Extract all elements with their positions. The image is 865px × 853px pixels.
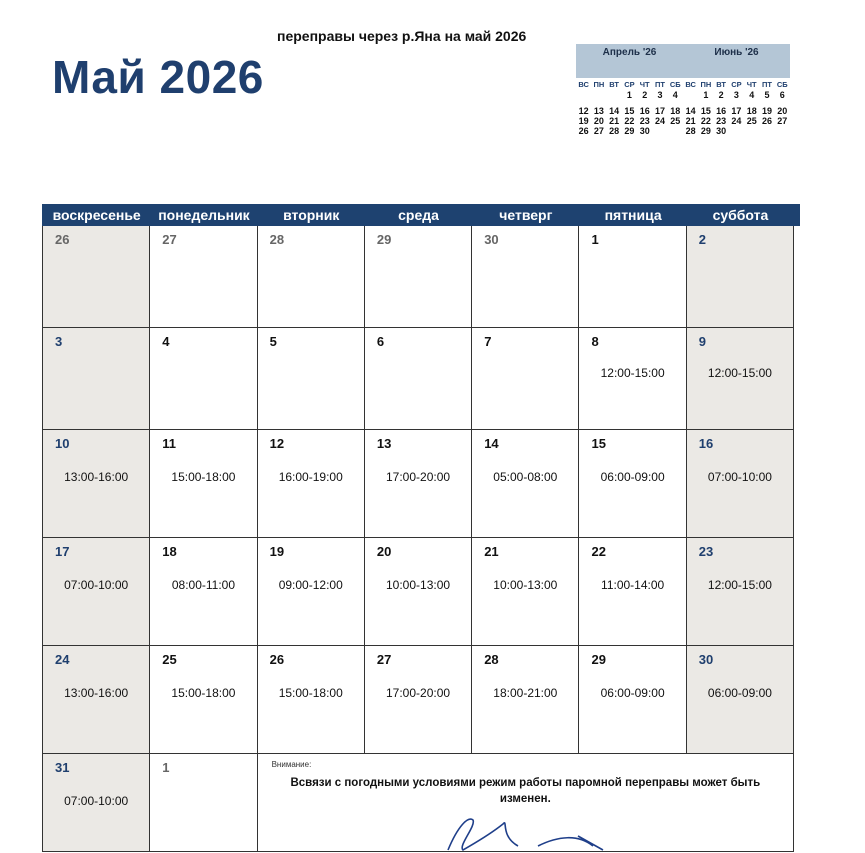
- mini-day: [607, 90, 622, 100]
- day-number: 1: [591, 232, 599, 247]
- day-cell: [258, 538, 365, 646]
- mini-week-row: [576, 106, 683, 116]
- day-number: 28: [269, 232, 285, 247]
- day-number: 27: [376, 652, 392, 667]
- day-cell: [258, 226, 365, 328]
- mini-day: 18: [746, 106, 757, 116]
- mini-day: [668, 126, 683, 136]
- day-cell: [365, 646, 472, 754]
- day-cell: [687, 430, 794, 538]
- day-number: 7: [484, 334, 492, 349]
- crossing-time: 06:00-09:00: [600, 686, 665, 700]
- mini-week-row: [576, 126, 683, 136]
- day-cell: [150, 538, 257, 646]
- mini-day: [775, 126, 790, 136]
- day-number: 1: [162, 760, 170, 775]
- mini-day: 3: [657, 90, 663, 100]
- day-number: 20: [376, 544, 392, 559]
- day-number: 24: [55, 652, 70, 667]
- mini-day: [576, 90, 591, 100]
- weekday-label: пятница: [604, 207, 662, 223]
- day-cell: [687, 538, 794, 646]
- day-cell: [472, 328, 579, 430]
- crossing-time: 17:00-20:00: [386, 686, 451, 700]
- day-number: 6: [376, 334, 385, 349]
- mini-day: 1: [703, 90, 709, 100]
- mini-day: 30: [716, 126, 727, 136]
- day-number: 3: [55, 334, 63, 349]
- day-cell: [365, 430, 472, 538]
- mini-week-row: [683, 116, 790, 126]
- day-number: 17: [55, 544, 70, 559]
- crossing-time: 10:00-13:00: [493, 578, 558, 592]
- day-cell: [150, 754, 257, 852]
- mini-calendars-header: [576, 44, 790, 78]
- mini-weekday: ПТ: [761, 80, 772, 89]
- crossing-time: 17:00-20:00: [386, 470, 451, 484]
- day-cell: [579, 226, 686, 328]
- day-number: 26: [55, 232, 70, 247]
- weekday-label: четверг: [499, 207, 553, 223]
- mini-day: 29: [700, 126, 711, 136]
- mini-day: 5: [764, 90, 770, 100]
- day-cell: [150, 646, 257, 754]
- mini-weekday-row: [683, 78, 790, 90]
- day-cell: [150, 328, 257, 430]
- weekday-header: [42, 204, 800, 226]
- mini-day: [759, 126, 774, 136]
- weekday-label: среда: [398, 207, 439, 223]
- mini-day: 19: [761, 106, 772, 116]
- crossing-time: 13:00-16:00: [64, 470, 129, 484]
- crossing-time: 05:00-08:00: [493, 470, 558, 484]
- day-number: 30: [698, 652, 714, 667]
- mini-day: 28: [609, 126, 620, 136]
- mini-day: 16: [639, 106, 650, 116]
- day-number: 11: [162, 436, 177, 451]
- crossing-time: 08:00-11:00: [171, 578, 236, 592]
- notice-label: Внимание:: [271, 760, 312, 769]
- crossing-time: 12:00-15:00: [707, 578, 772, 592]
- crossing-time: 09:00-12:00: [278, 578, 343, 592]
- month-calendar: [42, 204, 800, 852]
- mini-day: 22: [624, 116, 635, 126]
- crossing-time: 18:00-21:00: [493, 686, 558, 700]
- day-cell: [43, 646, 150, 754]
- crossing-time: 16:00-19:00: [278, 470, 343, 484]
- day-number: 27: [162, 232, 177, 247]
- mini-day: 6: [779, 90, 785, 100]
- crossing-time: 12:00-15:00: [600, 366, 665, 380]
- weekday-label: суббота: [712, 207, 769, 223]
- day-number: 12: [269, 436, 285, 451]
- day-cell: [687, 646, 794, 754]
- crossing-time: 07:00-10:00: [64, 578, 129, 592]
- mini-day: 30: [639, 126, 650, 136]
- mini-day: [744, 126, 759, 136]
- mini-day: 2: [642, 90, 648, 100]
- day-number: 10: [55, 436, 70, 451]
- mini-day: 24: [731, 116, 742, 126]
- day-number: 21: [484, 544, 499, 559]
- day-cell: [43, 226, 150, 328]
- mini-weekday: ВС: [578, 80, 589, 89]
- weekday-label: воскресенье: [52, 207, 141, 223]
- crossing-time: 07:00-10:00: [64, 794, 129, 808]
- day-number: 22: [591, 544, 606, 559]
- mini-day: 20: [593, 116, 604, 126]
- mini-week-row: [576, 116, 683, 126]
- mini-day: 16: [716, 106, 727, 116]
- crossing-time: 06:00-09:00: [600, 470, 665, 484]
- day-cell: [150, 226, 257, 328]
- day-cell: [579, 328, 686, 430]
- day-cell: [43, 538, 150, 646]
- mini-day: 14: [609, 106, 620, 116]
- day-number: 25: [162, 652, 177, 667]
- day-cell: [687, 328, 794, 430]
- day-number: 15: [591, 436, 606, 451]
- crossing-time: 12:00-15:00: [707, 366, 772, 380]
- mini-day: [683, 90, 698, 100]
- day-cell: [258, 328, 365, 430]
- mini-weekday: ВС: [685, 80, 696, 89]
- mini-weekday: ПТ: [654, 80, 665, 89]
- day-cell: [472, 430, 579, 538]
- mini-day: [652, 126, 667, 136]
- mini-day: 12: [578, 106, 589, 116]
- mini-day: 1: [626, 90, 632, 100]
- mini-calendar-grids: [576, 78, 790, 136]
- mini-day: 14: [685, 106, 696, 116]
- day-number: 19: [269, 544, 285, 559]
- mini-day: 26: [761, 116, 772, 126]
- day-cell: [43, 430, 150, 538]
- day-cell: [43, 328, 150, 430]
- mini-calendar: [683, 78, 790, 136]
- crossing-time: 07:00-10:00: [707, 470, 772, 484]
- notice-text: Всвязи с погодными условиями режим работы паромной переправы может быть изменен.: [290, 777, 761, 805]
- crossing-time: 11:00-14:00: [601, 578, 665, 592]
- day-cell: [365, 226, 472, 328]
- notice-cell: [258, 754, 795, 852]
- mini-day: 25: [746, 116, 757, 126]
- mini-day: [591, 90, 606, 100]
- day-cell: [150, 430, 257, 538]
- mini-day: 25: [670, 116, 681, 126]
- day-number: 18: [162, 544, 177, 559]
- mini-day: 28: [685, 126, 696, 136]
- mini-weekday: ПН: [593, 80, 605, 89]
- day-cell: [472, 226, 579, 328]
- day-cell: [472, 538, 579, 646]
- mini-week-row: [683, 106, 790, 116]
- day-cell: [258, 430, 365, 538]
- day-number: 28: [484, 652, 499, 667]
- mini-week-row: [683, 90, 790, 100]
- day-cell: [472, 646, 579, 754]
- day-number: 29: [591, 652, 606, 667]
- mini-day: 22: [700, 116, 711, 126]
- day-cell: [687, 226, 794, 328]
- crossing-time: 13:00-16:00: [64, 686, 129, 700]
- day-number: 23: [698, 544, 714, 559]
- mini-day: 21: [609, 116, 620, 126]
- mini-day: 17: [654, 106, 665, 116]
- mini-weekday: СР: [624, 80, 635, 89]
- mini-day: 23: [716, 116, 727, 126]
- mini-calendar-label-april: Апрель '26: [602, 47, 657, 58]
- day-cell: [579, 430, 686, 538]
- mini-day: 2: [718, 90, 724, 100]
- crossing-time: 10:00-13:00: [386, 578, 451, 592]
- signature-icon: [428, 806, 628, 852]
- day-number: 29: [376, 232, 392, 247]
- mini-day: 3: [733, 90, 739, 100]
- mini-day: 15: [700, 106, 711, 116]
- crossing-time: 15:00-18:00: [278, 686, 343, 700]
- mini-weekday: ЧТ: [746, 80, 757, 89]
- mini-day: 24: [654, 116, 665, 126]
- mini-day: 18: [670, 106, 681, 116]
- calendar-week-last: [42, 754, 800, 852]
- mini-day: 23: [639, 116, 650, 126]
- mini-day: 21: [685, 116, 696, 126]
- day-cell: [258, 646, 365, 754]
- mini-day: 15: [624, 106, 635, 116]
- crossing-time: 06:00-09:00: [707, 686, 772, 700]
- day-cell: [365, 538, 472, 646]
- mini-weekday: СБ: [669, 80, 681, 89]
- mini-weekday: ВТ: [716, 80, 727, 89]
- mini-day: [729, 126, 744, 136]
- mini-day: 26: [578, 126, 589, 136]
- mini-day: 4: [749, 90, 755, 100]
- day-number: 30: [484, 232, 499, 247]
- mini-week-row: [576, 90, 683, 100]
- day-number: 14: [484, 436, 499, 451]
- calendar-week: [42, 430, 800, 538]
- mini-day: 20: [777, 106, 788, 116]
- mini-calendars: [576, 44, 790, 136]
- mini-day: 13: [593, 106, 604, 116]
- crossing-time: 15:00-18:00: [171, 686, 236, 700]
- mini-calendar-label-june: Июнь '26: [714, 47, 759, 58]
- day-number: 2: [698, 232, 707, 247]
- month-title: Май 2026: [52, 51, 264, 103]
- document-title: переправы через р.Яна на май 2026: [277, 28, 527, 44]
- mini-weekday-row: [576, 78, 683, 90]
- day-number: 4: [162, 334, 170, 349]
- day-number: 26: [269, 652, 285, 667]
- day-cell: [365, 328, 472, 430]
- mini-day: 4: [672, 90, 678, 100]
- calendar-week: [42, 538, 800, 646]
- mini-weekday: СР: [731, 80, 742, 89]
- day-cell: [579, 646, 686, 754]
- mini-day: 17: [731, 106, 742, 116]
- mini-weekday: ВТ: [609, 80, 620, 89]
- day-cell: [43, 754, 150, 852]
- calendar-body: [42, 226, 800, 852]
- weekday-label: вторник: [283, 207, 340, 223]
- mini-day: 27: [593, 126, 604, 136]
- mini-weekday: ПН: [700, 80, 712, 89]
- mini-day: 19: [578, 116, 589, 126]
- mini-weekday: ЧТ: [639, 80, 650, 89]
- calendar-week: [42, 646, 800, 754]
- day-number: 8: [591, 334, 599, 349]
- mini-day: 27: [777, 116, 788, 126]
- day-cell: [579, 538, 686, 646]
- weekday-label: понедельник: [158, 207, 250, 223]
- mini-calendar: [576, 78, 683, 136]
- calendar-week: [42, 226, 800, 328]
- day-number: 31: [55, 760, 70, 775]
- day-number: 16: [698, 436, 714, 451]
- calendar-week: [42, 328, 800, 430]
- day-number: 13: [376, 436, 392, 451]
- mini-day: 29: [624, 126, 635, 136]
- day-number: 5: [269, 334, 277, 349]
- mini-weekday: СБ: [776, 80, 788, 89]
- day-number: 9: [698, 334, 707, 349]
- mini-week-row: [683, 126, 790, 136]
- crossing-time: 15:00-18:00: [171, 470, 236, 484]
